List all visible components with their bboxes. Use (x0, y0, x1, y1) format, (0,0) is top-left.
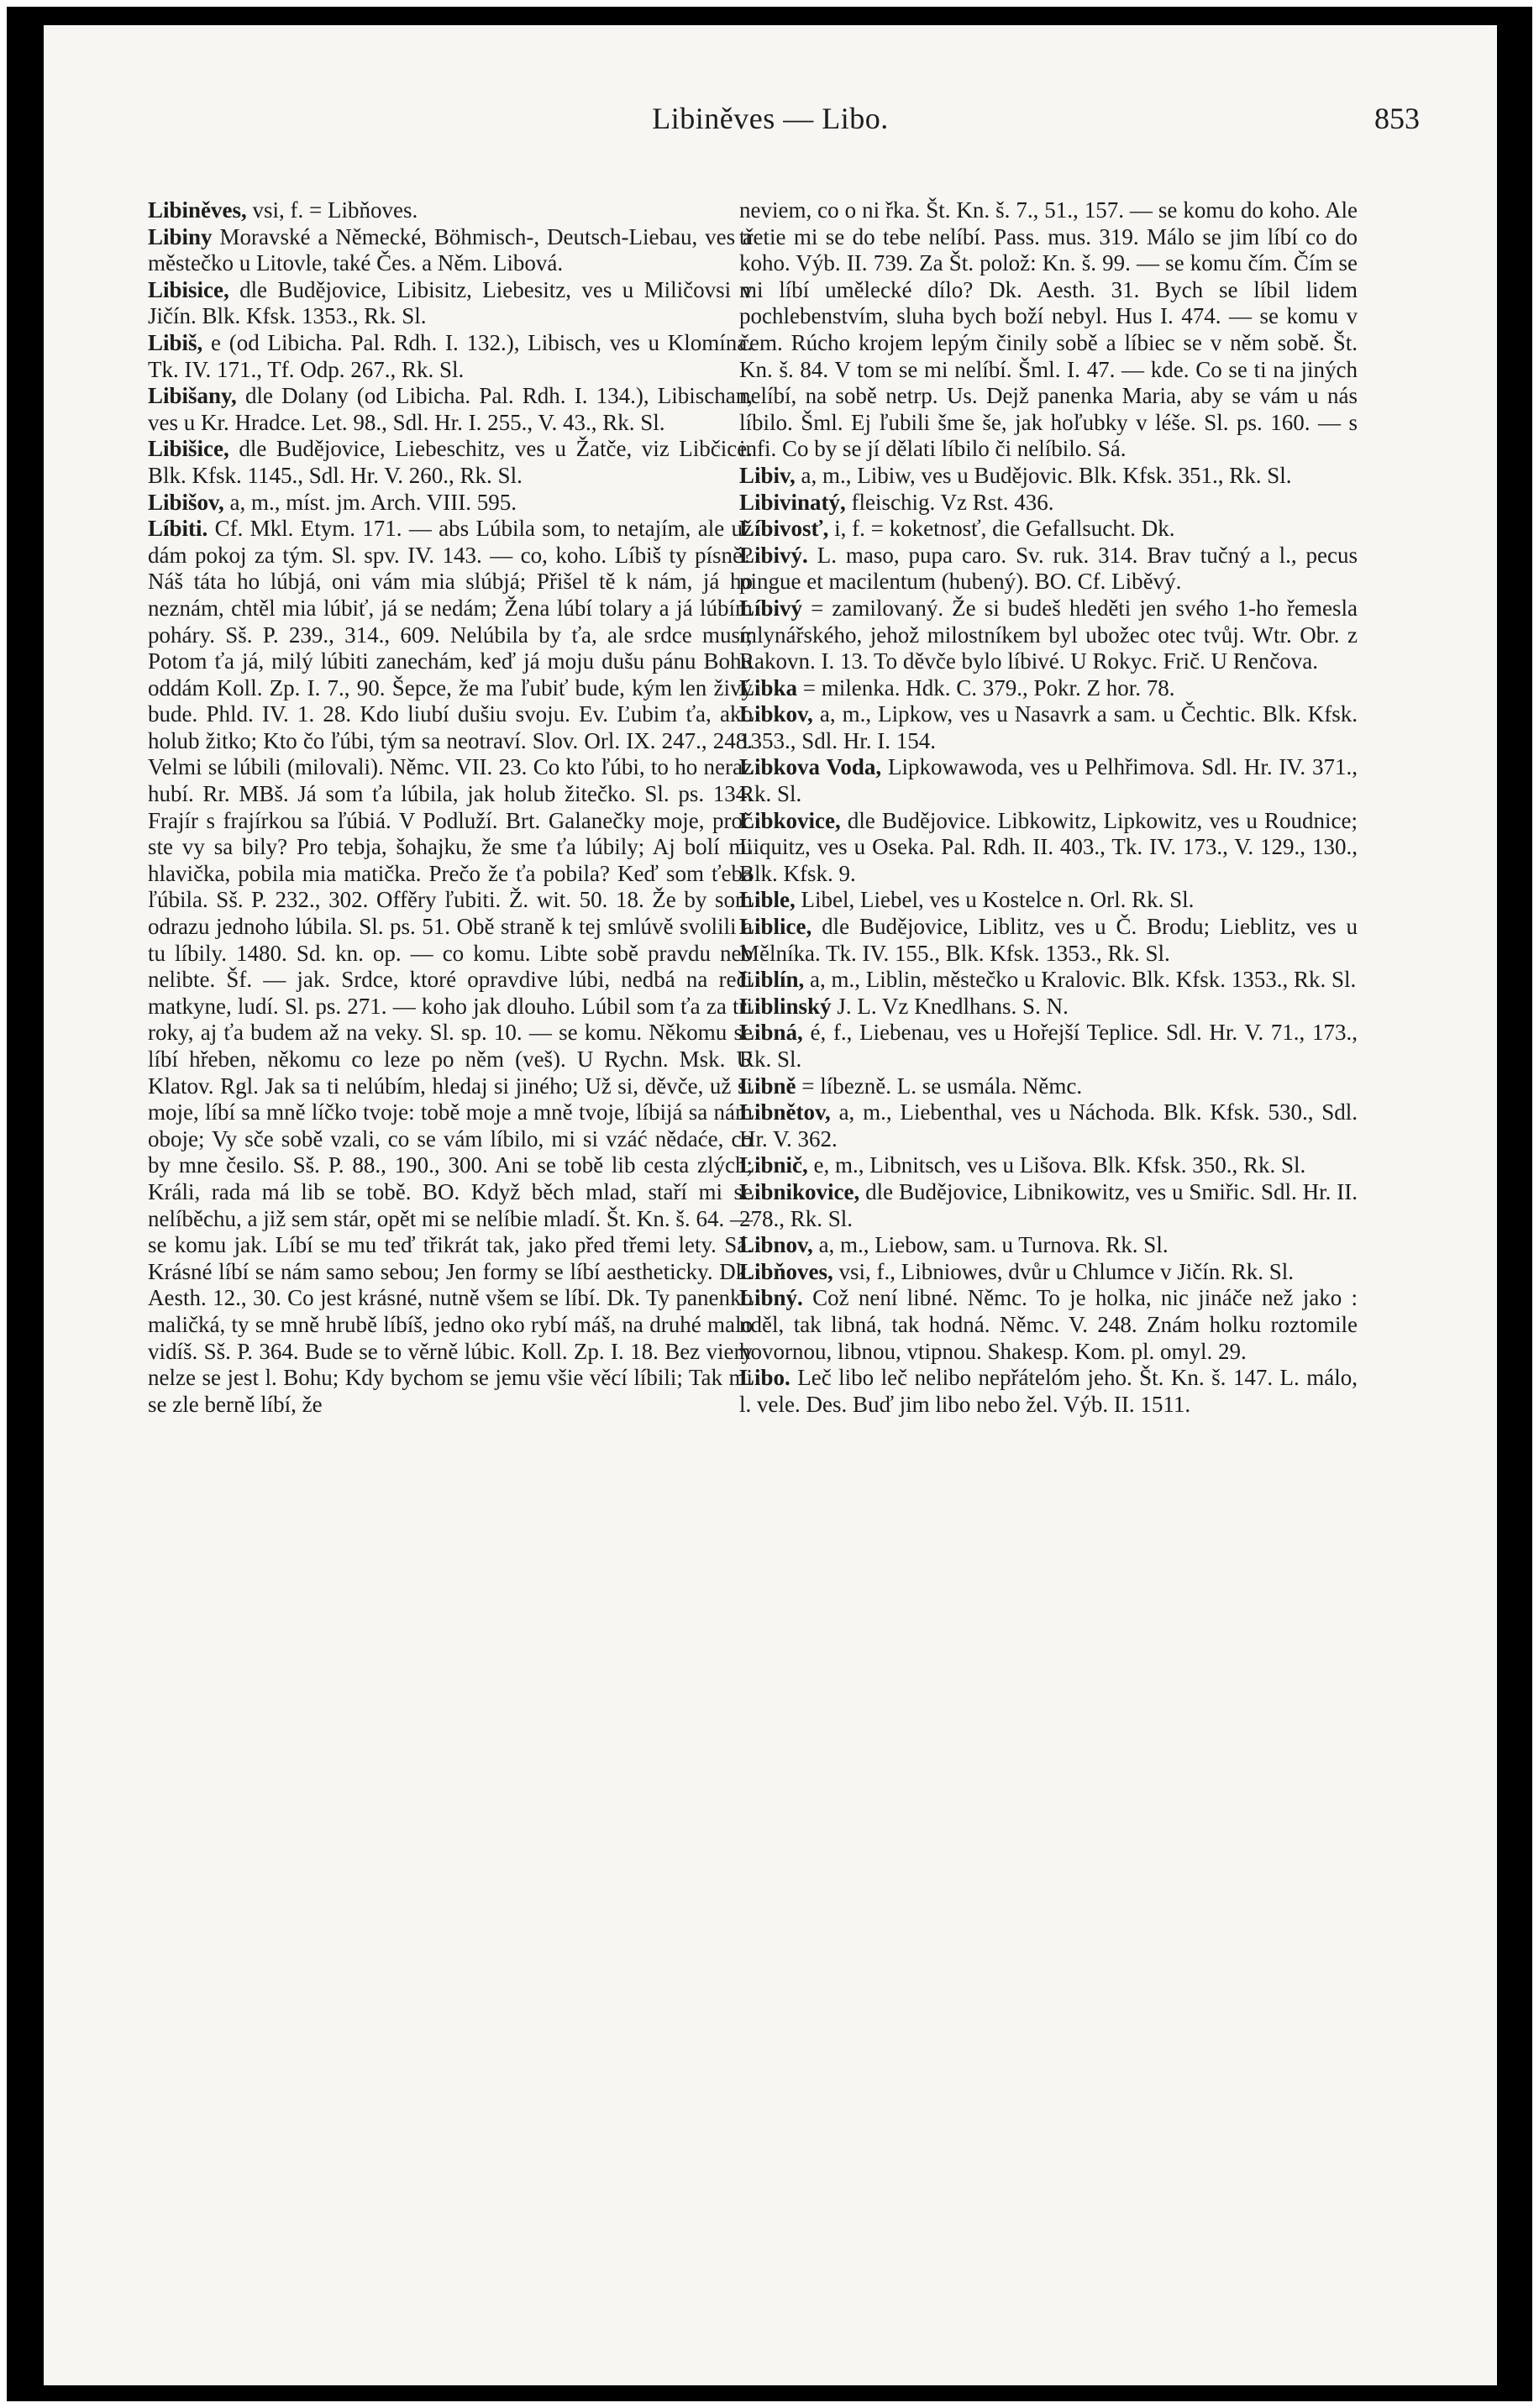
dictionary-entry (739, 1073, 1358, 1100)
entry-text: Což není libné. Němc. To je holka, nic jináče než jako : nděl, tak libná, tak hodná. Němc. V. 248. Znám holku roztomile hovornou, libnou, vtipnou. Shakesp. Kom. pl. omyl. 29. (739, 1285, 1358, 1364)
entry-text: dle Budějovice, Libnikowitz, ves u Smiřic. Sdl. Hr. II. 278., Rk. Sl. (739, 1178, 1358, 1231)
entry-headword: Libnov, (739, 1232, 813, 1258)
dictionary-entry (148, 197, 753, 224)
page-header (44, 101, 1497, 148)
entry-headword: Libiny (148, 223, 213, 249)
entry-text: = zamilovaný. Že si budeš hleděti jen svého 1-ho řemesla mlynářského, jehož milostníkem byl ubožec otec tvůj. Wtr. Obr. z Rakovn. I. 13. To děvče bylo líbivé. U Rokyc. Frič. U Renčova. (739, 595, 1358, 674)
entry-headword: Libkovice, (739, 807, 841, 833)
entry-headword: Líbiti. (148, 516, 208, 542)
dictionary-entry (739, 914, 1358, 967)
entry-headword: Libiv, (739, 462, 796, 488)
entry-text: = milenka. Hdk. C. 379., Pokr. Z hor. 78. (797, 674, 1175, 700)
entry-text: dle Budějovice, Liblitz, ves u Č. Brodu; Lieblitz, ves u Mělníka. Tk. IV. 155., Blk. Kfsk. 1353., Rk. Sl. (739, 914, 1358, 966)
dictionary-entry (739, 887, 1358, 914)
entry-headword: Libisice, (148, 276, 229, 302)
entry-text: a, m., Liebenthal, ves u Náchoda. Blk. Kfsk. 530., Sdl. Hr. V. 362. (739, 1099, 1358, 1152)
dictionary-entry (148, 490, 753, 517)
page-number: 853 (1374, 102, 1420, 135)
dictionary-entry (739, 1232, 1358, 1259)
dictionary-entry (739, 463, 1358, 490)
entry-headword: Libnikovice, (739, 1178, 860, 1204)
entry-text: dle Dolany (od Libicha. Pal. Rdh. I. 134.), Libischan, ves u Kr. Hradce. Let. 98., Sdl. Hr. I. 255., V. 43., Rk. Sl. (148, 383, 753, 435)
entry-headword: Liblinský (739, 993, 832, 1019)
dictionary-entry (739, 701, 1358, 754)
dictionary-entry (739, 808, 1358, 888)
entry-text: dle Budějovice. Libkowitz, Lipkowitz, ves u Roudnice; Liquitz, ves u Oseka. Pal. Rdh. II. 403., Tk. IV. 173., V. 129., 130., Blk. Kfsk. 9. (739, 807, 1358, 886)
entry-text: fleischig. Vz Rst. 436. (845, 489, 1054, 515)
dictionary-entry (739, 197, 1358, 463)
dictionary-entry (739, 994, 1358, 1020)
page-border (7, 7, 1532, 2401)
dictionary-entry (148, 516, 753, 1418)
entry-text: a, m., Liblin, městečko u Kralovic. Blk. Kfsk. 1353., Rk. Sl. (804, 967, 1357, 993)
entry-headword: Libkov, (739, 701, 813, 727)
entry-text: é, f., Liebenau, ves u Hořejší Teplice. Sdl. Hr. V. 71., 173., Rk. Sl. (739, 1020, 1358, 1072)
entry-text: a, m., Liebow, sam. u Turnova. Rk. Sl. (812, 1232, 1169, 1258)
entry-headword: Libka (739, 674, 798, 700)
entry-headword: Líbivosť, (739, 516, 829, 542)
dictionary-entry (739, 543, 1358, 595)
entry-text: Moravské a Německé, Böhmisch-, Deutsch-Liebau, ves a městečko u Litovle, také Čes. a Něm. Libová. (148, 223, 753, 276)
entry-headword: Libišice, (148, 436, 229, 462)
entry-headword: Liblín, (739, 967, 805, 993)
entry-headword: Libkova Voda, (739, 754, 882, 780)
entry-headword: Libiš, (148, 329, 203, 355)
dictionary-entry (148, 436, 753, 489)
dictionary-entry (739, 1099, 1358, 1152)
entry-text: Leč libo leč nelibo nepřátelóm jeho. Št. Kn. š. 147. L. málo, l. vele. Des. Buď jim libo nebo žel. Výb. II. 1511. (739, 1365, 1358, 1417)
dictionary-entry (148, 277, 753, 330)
dictionary-entry (739, 1259, 1358, 1286)
entry-headword: Libo. (739, 1365, 791, 1391)
entry-text: vsi, f. = Libňoves. (246, 197, 418, 223)
entry-text: neviem, co o ni řka. Št. Kn. š. 7., 51., 157. — se komu do koho. Ale třetie mi se do tebe nelíbí. Pass. mus. 319. Málo se jim líbí co do koho. Výb. II. 739. Za Št. polož: Kn. š. 99. — se komu čím. Čím se mi líbí umělecké dílo? Dk. Aesth. 31. Bych se líbil lidem pochlebenstvím, sluha bych boží nebyl. Hus I. 474. — se komu v čem. Rúcho krojem lepým činily sobě a líbiec se v něm sobě. Št. Kn. š. 84. V tom se mi nelíbí. Šml. I. 47. — kde. Co se ti na jiných nelíbí, na sobě netrp. Us. Dejž panenka Maria, aby se vám u nás líbilo. Šml. Ej ľubili šme še, jak hoľubky v léše. Sl. ps. 160. — s infi. Co by se jí dělati líbilo či nelíbilo. Sá. (739, 197, 1358, 462)
dictionary-entry (739, 1020, 1358, 1073)
entry-headword: Libná, (739, 1020, 803, 1046)
entry-headword: Libišov, (148, 489, 224, 515)
entry-headword: Libišany, (148, 383, 237, 409)
entry-text: dle Budějovice, Libisitz, Liebesitz, ves u Miličovsi v Jičín. Blk. Kfsk. 1353., Rk. Sl. (148, 276, 753, 329)
dictionary-entry (739, 1365, 1358, 1418)
dictionary-entry (739, 1179, 1358, 1232)
dictionary-entry (739, 967, 1358, 994)
entry-text: = líbezně. L. se usmála. Němc. (796, 1073, 1083, 1099)
entry-headword: Libňoves, (739, 1258, 833, 1284)
dictionary-entry (148, 330, 753, 383)
entry-headword: Libnětov, (739, 1099, 831, 1125)
entry-text: a, m., míst. jm. Arch. VIII. 595. (223, 489, 517, 515)
entry-headword: Libně (739, 1073, 796, 1099)
dictionary-entry (148, 383, 753, 436)
entry-text: dle Budějovice, Liebeschitz, ves u Žatče, viz Libčice. Blk. Kfsk. 1145., Sdl. Hr. V. 260., Rk. Sl. (148, 436, 753, 488)
running-title: Libiněves — Libo. (652, 102, 889, 135)
page-paper (44, 25, 1497, 2385)
entry-headword: Libiněves, (148, 197, 247, 223)
left-column (148, 197, 753, 1418)
dictionary-entry (739, 595, 1358, 675)
entry-headword: Libivý. (739, 542, 808, 568)
right-column (739, 197, 1358, 1418)
entry-headword: Libnič, (739, 1152, 808, 1178)
entry-headword: Lible, (739, 887, 796, 913)
entry-text: L. maso, pupa caro. Sv. ruk. 314. Brav tučný a l., pecus pingue et macilentum (hubený). BO. Cf. Liběvý. (739, 542, 1358, 595)
entry-headword: Liblice, (739, 914, 812, 940)
entry-text: Lipkowawoda, ves u Pelhřimova. Sdl. Hr. IV. 371., Rk. Sl. (739, 754, 1358, 807)
dictionary-entry (739, 490, 1358, 517)
entry-text: vsi, f., Libniowes, dvůr u Chlumce v Jičín. Rk. Sl. (833, 1258, 1295, 1284)
entry-text: e, m., Libnitsch, ves u Lišova. Blk. Kfsk. 350., Rk. Sl. (807, 1152, 1306, 1178)
entry-headword: Libivinatý, (739, 489, 846, 515)
dictionary-entry (739, 1152, 1358, 1179)
entry-text: Libel, Liebel, ves u Kostelce n. Orl. Rk. Sl. (795, 887, 1195, 913)
dictionary-entry (739, 675, 1358, 702)
entry-text: a, m., Lipkow, ves u Nasavrk a sam. u Čechtic. Blk. Kfsk. 1353., Sdl. Hr. I. 154. (739, 701, 1358, 753)
entry-headword: Libný. (739, 1285, 803, 1311)
dictionary-entry (739, 516, 1358, 543)
dictionary-entry (739, 754, 1358, 807)
entry-text: a, m., Libiw, ves u Budějovic. Blk. Kfsk. 351., Rk. Sl. (795, 462, 1292, 488)
entry-headword: Líbivý (739, 595, 803, 621)
dictionary-entry (739, 1285, 1358, 1365)
entry-text: J. L. Vz Knedlhans. S. N. (831, 993, 1069, 1019)
entry-text: e (od Libicha. Pal. Rdh. I. 132.), Libisch, ves u Klomína. Tk. IV. 171., Tf. Odp. 267., Rk. Sl. (148, 329, 753, 382)
entry-text: Cf. Mkl. Etym. 171. — abs Lúbila som, to netajím, ale už dám pokoj za tým. Sl. spv. IV. 143. — co, koho. Líbiš ty písně? Náš táta ho lúbjá, oni vám mia slúbjá; Přišel tě k nám, já ho neznám, chtěl mia lúbiť, já se nedám; Žena lúbí tolary a já lúbím poháry. Sš. P. 239., 314., 609. Nelúbila by ťa, ale srdce musí; Potom ťa já, milý lúbiti zanechám, keď já moju dušu pánu Bohu oddám Koll. Zp. I. 7., 90. Šepce, že ma ľubiť bude, kým len živý bude. Phld. IV. 1. 28. Kdo liubí dušiu svoju. Ev. Ľubim ťa, ako holub žitko; Kto čo ľúbi, tým sa neotraví. Slov. Orl. IX. 247., 248. Velmi se lúbili (milovali). Němc. VII. 23. Co kto ľúbi, to ho neraz hubí. Rr. MBš. Já som ťa lúbila, jak holub žitečko. Sl. ps. 134. Frajír s frajírkou sa ľúbiá. V Podluží. Brt. Galanečky moje, proč ste vy sa bily? Pro tebja, šohajku, že sme ťa lúbily; Aj bolí mi hlavička, pobila mia matička. Prečo že ťa pobila? Keď som ťeba ľúbila. Sš. P. 232., 302. Offěry ľubiti. Ž. wit. 50. 18. Že by som odrazu jednoho lúbila. Sl. ps. 51. Obě straně k tej smlúvě svolili a tu líbily. 1480. Sd. kn. op. — co komu. Libte sobě pravdu neb nelibte. Šf. — jak. Srdce, ktoré opravdive lúbi, nedbá na reči matkyne, ludí. Sl. ps. 271. — koho jak dlouho. Lúbil som ťa za tri roky, aj ťa budem až na veky. Sl. sp. 10. — se komu. Někomu se líbí hřeben, někomu co leze po něm (veš). U Rychn. Msk. U Klatov. Rgl. Jak sa ti nelúbím, hledaj si jiného; Už si, děvče, už si moje, líbí sa mně líčko tvoje: tobě moje a mně tvoje, líbijá sa nám oboje; Vy sče sobě vzali, co se vám líbilo, mi si vzáć nědaće, co by mne česilo. Sš. P. 88., 190., 300. Ani se tobě lib cesta zlých; Králi, rada má lib se tobě. BO. Když běch mlad, staří mi se nelíběchu, a již sem stár, opět mi se nelíbie mladí. Št. Kn. š. 64. — se komu jak. Líbí se mu teď třikrát tak, jako před třemi lety. Sá. Krásné líbí se nám samo sebou; Jen formy se líbí aestheticky. Dk. Aesth. 12., 30. Co jest krásné, nutně všem se líbí. Dk. Ty panenko maličká, ty se mně hrubě líbíš, jedno oko rybí máš, na druhé malo vidíš. Sš. P. 364. Bude se to věrně lúbic. Koll. Zp. I. 18. Bez viery nelze se jest l. Bohu; Kdy bychom se jemu všie věcí líbili; Tak mi se zle berně líbí, že (148, 516, 753, 1417)
entry-text: i, f. = koketnosť, die Gefallsucht. Dk. (828, 516, 1175, 542)
dictionary-entry (148, 224, 753, 277)
